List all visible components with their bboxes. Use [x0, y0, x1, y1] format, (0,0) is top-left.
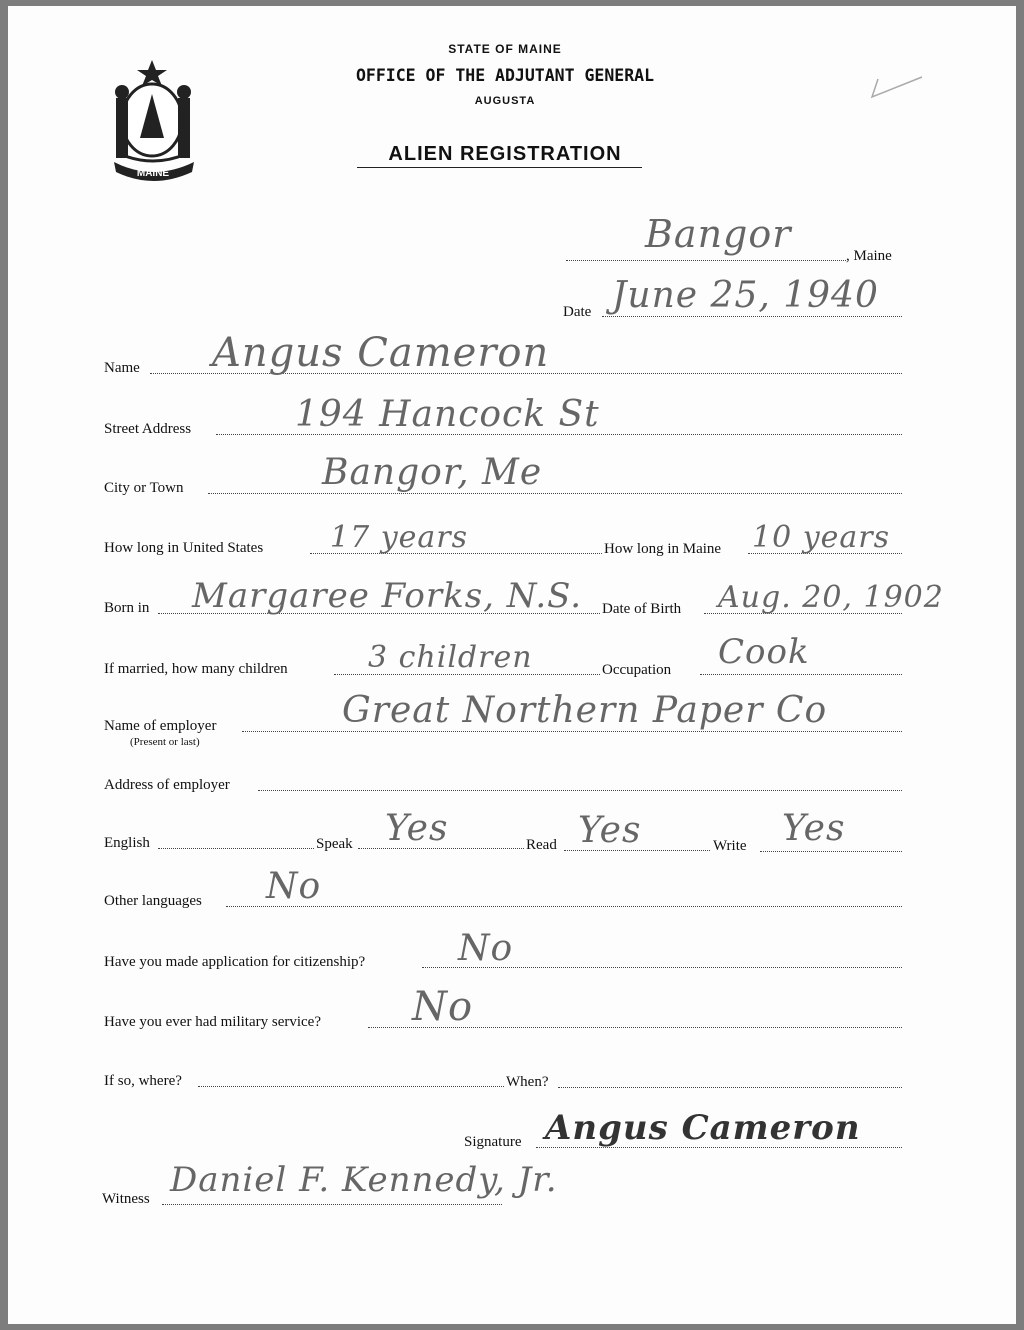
citizenship-value: No [458, 928, 514, 969]
military-label: Have you ever had military service? [104, 1014, 321, 1030]
name-value: Angus Cameron [212, 330, 550, 376]
born-value: Margaree Forks, N.S. [192, 576, 583, 616]
dob-value: Aug. 20, 1902 [718, 580, 944, 615]
english-label: English [104, 835, 150, 851]
maine-time-value: 10 years [752, 520, 891, 555]
form-title: ALIEN REGISTRATION [388, 143, 622, 165]
place-line [566, 260, 846, 261]
employer-value: Great Northern Paper Co [342, 690, 828, 731]
speak-label: Speak [316, 836, 353, 852]
check-mark-icon [870, 75, 926, 101]
employer-sublabel: (Present or last) [130, 736, 200, 748]
occupation-line [700, 674, 902, 675]
children-label: If married, how many children [104, 661, 288, 677]
employer-address-label: Address of employer [104, 777, 230, 793]
when-line [558, 1087, 902, 1088]
city-value: Bangor, Me [322, 452, 543, 493]
state-heading: STATE OF MAINE [448, 42, 562, 56]
employer-label: Name of employer [104, 718, 217, 734]
signature-label: Signature [464, 1134, 522, 1150]
city-heading: AUGUSTA [474, 95, 536, 107]
occupation-value: Cook [718, 632, 810, 672]
employer-address-line [258, 790, 902, 791]
city-label: City or Town [104, 480, 184, 496]
born-label: Born in [104, 600, 150, 616]
read-value: Yes [578, 810, 642, 851]
street-label: Street Address [104, 421, 192, 437]
place-value: Bangor [645, 212, 792, 256]
name-label: Name [104, 360, 140, 376]
speak-value: Yes [385, 808, 449, 849]
military-value: No [412, 984, 474, 1030]
write-label: Write [713, 838, 747, 854]
dob-label: Date of Birth [602, 601, 682, 617]
english-line [158, 848, 314, 849]
date-line [602, 316, 902, 317]
other-languages-line [226, 906, 902, 907]
employer-line [242, 731, 902, 732]
svg-text:MAINE: MAINE [136, 168, 170, 179]
place-suffix: , Maine [846, 248, 892, 264]
where-line [198, 1086, 504, 1087]
us-time-value: 17 years [330, 520, 469, 555]
date-value: June 25, 1940 [612, 275, 879, 316]
witness-label: Witness [102, 1191, 150, 1207]
date-label: Date [563, 304, 592, 320]
maine-time-label: How long in Maine [604, 541, 722, 557]
office-heading: OFFICE OF THE ADJUTANT GENERAL [355, 66, 654, 85]
citizenship-label: Have you made application for citizenship? [104, 954, 366, 970]
city-line [208, 493, 902, 494]
us-time-label: How long in United States [104, 540, 264, 556]
occupation-label: Occupation [602, 662, 672, 678]
street-value: 194 Hancock St [295, 394, 600, 435]
write-line [760, 851, 902, 852]
witness-value: Daniel F. Kennedy, Jr. [170, 1160, 558, 1200]
title-underline [357, 167, 642, 168]
children-value: 3 children [368, 640, 533, 675]
write-value: Yes [782, 808, 846, 849]
when-label: When? [506, 1074, 549, 1090]
where-label: If so, where? [104, 1073, 182, 1089]
witness-line [162, 1204, 502, 1205]
other-languages-label: Other languages [104, 893, 202, 909]
signature-value: Angus Cameron [545, 1108, 861, 1148]
other-languages-value: No [266, 866, 322, 907]
read-label: Read [526, 837, 557, 853]
